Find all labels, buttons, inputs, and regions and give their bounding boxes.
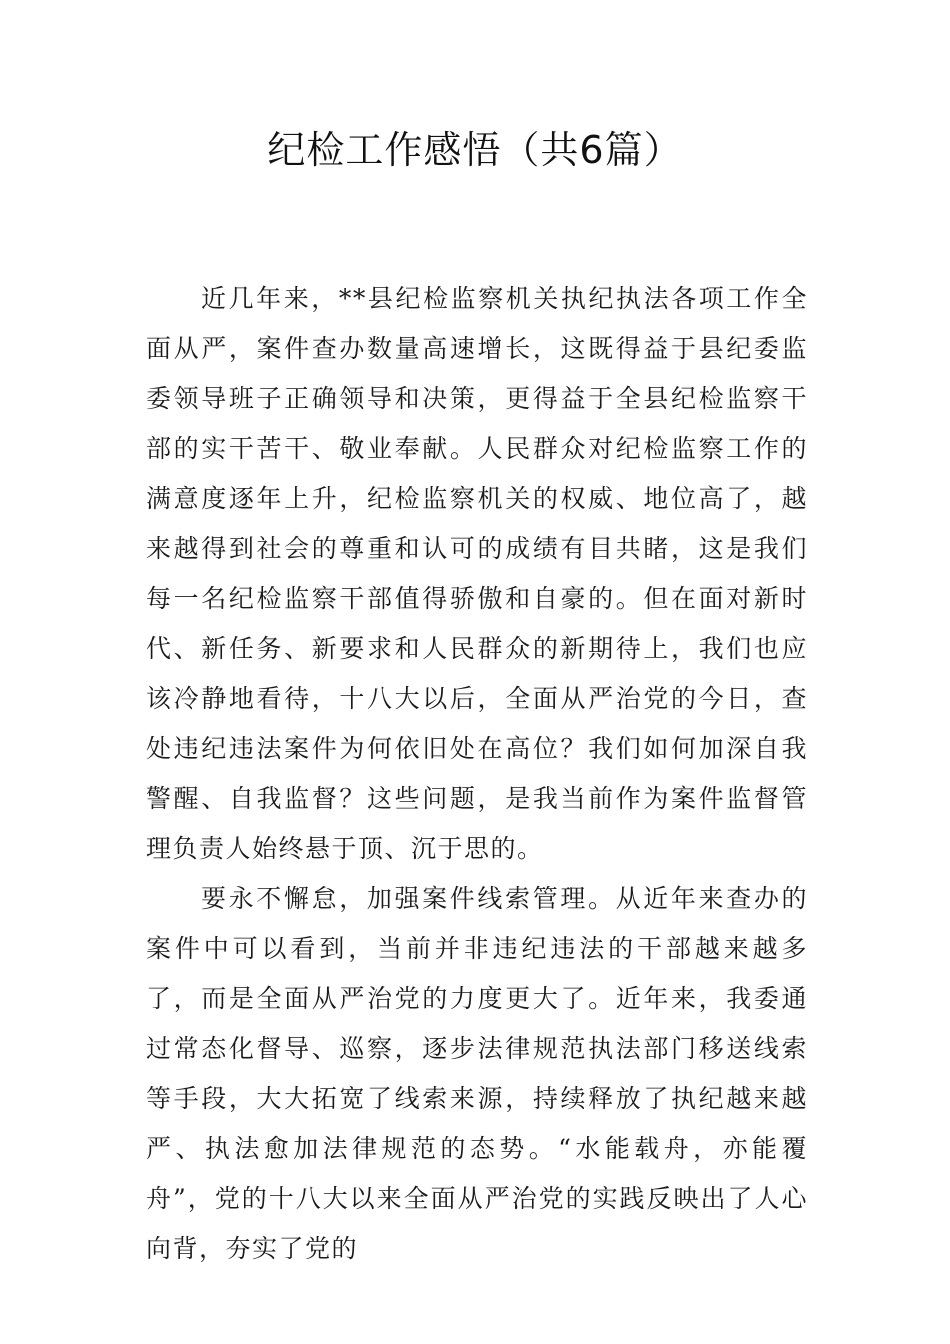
- paragraph-1: 近几年来，**县纪检监察机关执纪执法各项工作全面从严，案件查办数量高速增长，这既得益于县纪委监委领导班子正确领导和决策，更得益于全县纪检监察干部的实干苦干、敬业奉献。人民群众对纪检监察工作的满意度逐年上升，纪检监察机关的权威、地位高了，越来越得到社会的尊重和认可的成绩有目共睹，这是我们每一名纪检监察干部值得骄傲和自豪的。但在面对新时代、新任务、新要求和人民群众的新期待上，我们也应该冷静地看待，十八大以后，全面从严治党的今日，查处违纪违法案件为何依旧处在高位？我们如何加深自我警醒、自我监督？这些问题，是我当前作为案件监督管理负责人始终悬于顶、沉于思的。: [146, 284, 808, 863]
- document-title: 纪检工作感悟（共6篇）: [267, 128, 683, 172]
- paragraph-2: 要永不懈怠，加强案件线索管理。从近年来查办的案件中可以看到，当前并非违纪违法的干部越来越多了，而是全面从严治党的力度更大了。近年来，我委通过常态化督导、巡察，逐步法律规范执法部门移送线索等手段，大大拓宽了线索来源，持续释放了执纪越来越严、执法愈加法律规范的态势。“水能载舟，亦能覆舟”，党的十八大以来全面从严治党的实践反映出了人心向背，夯实了党的: [146, 884, 808, 1263]
- document-body: [146, 274, 808, 1274]
